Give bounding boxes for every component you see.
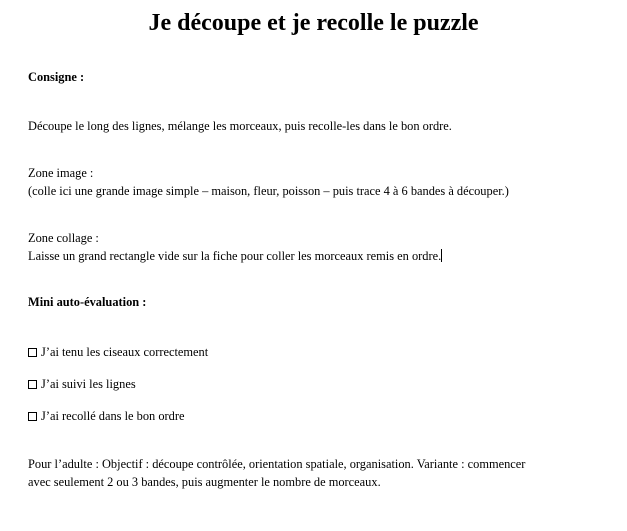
zone-image-label: Zone image : xyxy=(28,166,94,180)
page-title: Je découpe et je recolle le puzzle xyxy=(148,10,479,36)
adult-note-line-2: avec seulement 2 ou 3 bandes, puis augmenter le nombre de morceaux. xyxy=(28,475,381,489)
zone-collage-label: Zone collage : xyxy=(28,231,99,245)
checklist-item xyxy=(28,376,136,393)
consigne-text: Découpe le long des lignes, mélange les morceaux, puis recolle-les dans le bon ordre. xyxy=(28,119,452,133)
adult-note-line-1: Pour l’adulte : Objectif : découpe contrôlée, orientation spatiale, organisation. Variante : commencer xyxy=(28,457,526,471)
checklist-item xyxy=(28,408,184,425)
text-cursor xyxy=(441,249,442,262)
checklist-item-label: J’ai suivi les lignes xyxy=(41,377,136,391)
zone-collage-text[interactable] xyxy=(28,248,442,265)
zone-image-text: (colle ici une grande image simple – maison, fleur, poisson – puis trace 4 à 6 bandes à découper.) xyxy=(28,184,509,198)
checklist-item-label: J’ai recollé dans le bon ordre xyxy=(41,409,185,423)
auto-evaluation-heading: Mini auto-évaluation : xyxy=(28,295,147,309)
checkbox-icon[interactable] xyxy=(28,348,37,357)
checklist-item xyxy=(28,344,208,361)
consigne-heading: Consigne : xyxy=(28,70,85,84)
zone-collage-text-content: Laisse un grand rectangle vide sur la fiche pour coller les morceaux remis en ordre. xyxy=(28,249,442,263)
checkbox-icon[interactable] xyxy=(28,380,37,389)
checklist-item-label: J’ai tenu les ciseaux correctement xyxy=(41,345,209,359)
checkbox-icon[interactable] xyxy=(28,412,37,421)
